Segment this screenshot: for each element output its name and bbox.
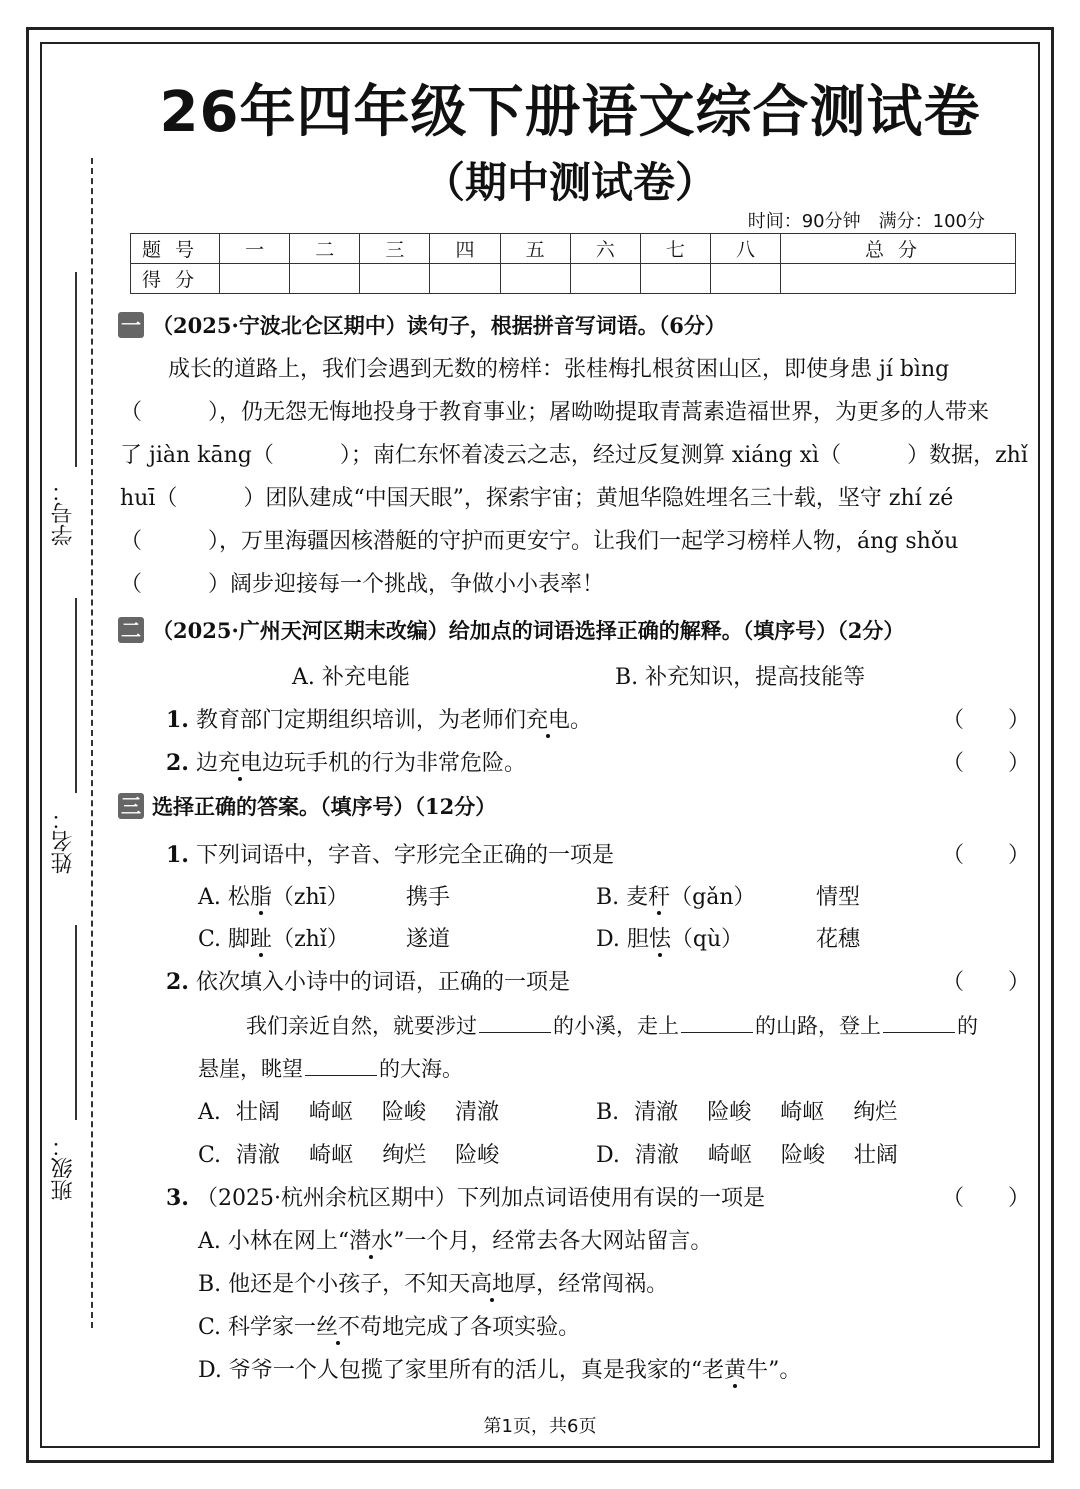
- score-table-row2-label: 得分: [131, 264, 220, 294]
- option-word: 崎岖: [780, 1100, 825, 1125]
- page-footer: 第1页，共6页: [483, 1416, 597, 1437]
- dotted-text: 天高地厚: [448, 1272, 537, 1297]
- section-2-option-a: A. 补充电能: [292, 665, 410, 690]
- dotted-text: 趾: [250, 927, 273, 952]
- question-text: 边玩手机的行为非常危险。: [262, 751, 527, 776]
- score-col-7: 七: [640, 234, 710, 264]
- section-1-line-2: （ ），仍无怨无悔地投身于教育事业；屠呦呦提取青蒿素造福世界，为更多的人带来: [120, 400, 990, 425]
- answer-paren[interactable]: （ ）: [942, 1186, 1031, 1211]
- score-cell[interactable]: [781, 264, 1016, 294]
- answer-paren[interactable]: （ ）: [942, 751, 1031, 776]
- question-number: 3.: [166, 1185, 189, 1211]
- option-word: 险峻: [780, 1143, 825, 1168]
- section-3-badge: 三: [118, 793, 144, 819]
- section-1-line-4: huī（ ）团队建成“中国天眼”，探索宇宙；黄旭华隐姓埋名三十载，坚守 zhí zé: [120, 486, 954, 511]
- option-text: D. 爷爷一个人包揽了家里所有的活儿，真是我家的“: [198, 1358, 703, 1383]
- question-text: 教育部门定期组织培训，为老师们: [195, 708, 526, 733]
- pinyin: （gǎn）: [670, 885, 756, 910]
- question-text: 边: [195, 751, 218, 776]
- score-cell[interactable]: [430, 264, 500, 294]
- name-line: [75, 598, 77, 793]
- q1-option-c-word: 遂道: [406, 927, 451, 952]
- option-label: D.: [596, 1143, 620, 1168]
- dotted-text: 充电: [217, 751, 262, 776]
- dotted-word: [526, 708, 570, 733]
- question-number: 2.: [166, 969, 189, 995]
- q1-option-b-word: 情型: [816, 885, 861, 910]
- section-3-question-3: [166, 1181, 765, 1212]
- dotted-text: 脂: [249, 885, 272, 910]
- option-word: 崎岖: [707, 1143, 752, 1168]
- section-2-question-2: [166, 746, 526, 777]
- option-label: B. 麦: [596, 885, 649, 910]
- section-1-line-5: （ ），万里海疆因核潜艇的守护而更安宁。让我们一起学习榜样人物，áng shǒu: [120, 529, 959, 554]
- q3-option-d: [198, 1353, 801, 1384]
- option-word: 险峻: [455, 1143, 500, 1168]
- score-cell[interactable]: [360, 264, 430, 294]
- section-2-heading: [118, 615, 904, 645]
- q2-option-c: [198, 1138, 499, 1169]
- option-text: ”。: [768, 1358, 802, 1383]
- score-col-total: 总分: [781, 234, 1016, 264]
- poem-line-1: [246, 1010, 978, 1040]
- pinyin: （qù）: [670, 927, 744, 952]
- option-text: B. 他还是个小孩子，不知: [198, 1272, 449, 1297]
- q1-option-c: [198, 922, 349, 953]
- question-number: 1.: [166, 842, 189, 868]
- poem-line-2: [198, 1053, 463, 1083]
- question-text: 下列词语中，字音、字形完全正确的一项是: [195, 843, 614, 868]
- dotted-text: 老黄牛: [702, 1358, 769, 1383]
- section-3-question-1: [166, 838, 614, 869]
- score-cell[interactable]: [570, 264, 640, 294]
- option-label: A.: [198, 1100, 221, 1125]
- question-text: 。: [570, 708, 593, 733]
- option-label: D. 胆: [596, 927, 649, 952]
- score-col-3: 三: [360, 234, 430, 264]
- q1-option-d-word: 花穗: [816, 927, 861, 952]
- q2-option-b: [596, 1095, 897, 1126]
- score-table-row1-label: 题号: [131, 234, 220, 264]
- score-col-8: 八: [710, 234, 780, 264]
- student-id-line: [75, 272, 77, 467]
- pinyin: （zhǐ）: [272, 927, 349, 952]
- option-text: ”一个月，经常去各大网站留言。: [393, 1229, 713, 1254]
- answer-paren[interactable]: （ ）: [942, 843, 1031, 868]
- poem-text: 的山路，登上: [755, 1014, 881, 1038]
- poem-text: 的小溪，走上: [553, 1014, 679, 1038]
- class-line: [75, 925, 77, 1120]
- dotted-text: 潜水: [349, 1229, 394, 1254]
- option-word: 绚烂: [853, 1100, 898, 1125]
- q1-option-a: [198, 880, 349, 911]
- exam-info: [730, 207, 985, 233]
- exam-full-score: 满分：100分: [878, 211, 985, 232]
- answer-paren[interactable]: （ ）: [942, 970, 1031, 995]
- score-cell[interactable]: [710, 264, 780, 294]
- option-label: B.: [596, 1100, 620, 1125]
- section-1-line-1: 成长的道路上，我们会遇到无数的榜样：张桂梅扎根贫困山区，即使身患 jí bìng: [168, 357, 950, 382]
- score-table-score-row: [131, 264, 1016, 294]
- fill-blank[interactable]: [479, 1032, 551, 1033]
- option-word: 壮阔: [853, 1143, 898, 1168]
- option-word: 险峻: [707, 1100, 752, 1125]
- question-number: 1.: [166, 707, 189, 733]
- option-label: A. 松: [198, 885, 250, 910]
- option-word: 清澈: [236, 1143, 281, 1168]
- option-text: C. 科学家: [198, 1315, 295, 1340]
- page-subtitle: （期中测试卷）: [422, 158, 717, 207]
- option-label: C. 脚: [198, 927, 251, 952]
- score-cell[interactable]: [290, 264, 360, 294]
- q1-option-d: [596, 922, 743, 953]
- score-table-header-row: [131, 234, 1016, 264]
- q1-option-a-word: 携手: [406, 885, 451, 910]
- section-2-question-1: [166, 703, 592, 734]
- dotted-text: 充电: [525, 708, 570, 733]
- q2-option-d: [596, 1138, 898, 1169]
- option-label: C.: [198, 1143, 222, 1168]
- dotted-text: 一丝不苟: [294, 1315, 383, 1340]
- section-2-badge: 二: [118, 617, 144, 643]
- q2-option-a: [198, 1095, 499, 1126]
- question-number: 2.: [166, 750, 189, 776]
- option-word: 壮阔: [235, 1100, 280, 1125]
- page-title: 26年四年级下册语文综合测试卷: [159, 80, 981, 145]
- q3-option-a: [198, 1224, 712, 1255]
- poem-text: 悬崖，眺望: [198, 1057, 303, 1081]
- poem-text: 的: [957, 1014, 978, 1038]
- section-1-title: （2025·宁波北仑区期中）读句子，根据拼音写词语。（6分）: [152, 313, 726, 338]
- section-3-title: 选择正确的答案。（填序号）（12分）: [152, 794, 497, 819]
- section-1-line-6: （ ）阔步迎接每一个挑战，争做小小表率！: [120, 572, 605, 597]
- section-3-heading: [118, 791, 496, 821]
- section-2-title: （2025·广州天河区期末改编）给加点的词语选择正确的解释。（填序号）（2分）: [152, 618, 905, 643]
- section-2-option-b: B. 补充知识，提高技能等: [615, 665, 866, 690]
- question-text: （2025·杭州余杭区期中）下列加点词语使用有误的一项是: [195, 1186, 765, 1211]
- score-cell[interactable]: [640, 264, 710, 294]
- option-text: ，经常闯祸。: [536, 1272, 669, 1297]
- poem-text: 的大海。: [379, 1057, 463, 1081]
- score-col-6: 六: [570, 234, 640, 264]
- class-label: 班级：: [51, 1135, 76, 1201]
- answer-paren[interactable]: （ ）: [942, 708, 1031, 733]
- option-word: 清澈: [454, 1100, 499, 1125]
- section-1-heading: [118, 310, 726, 340]
- section-1-badge: 一: [118, 312, 144, 338]
- fill-blank[interactable]: [883, 1032, 955, 1033]
- binding-dashed-line: [91, 158, 93, 1328]
- score-cell[interactable]: [500, 264, 570, 294]
- option-word: 绚烂: [382, 1143, 427, 1168]
- option-word: 崎岖: [309, 1143, 354, 1168]
- section-3-question-2: [166, 965, 570, 996]
- q3-option-b: [198, 1267, 668, 1298]
- fill-blank[interactable]: [681, 1032, 753, 1033]
- pinyin: （zhī）: [271, 885, 349, 910]
- dotted-text: 秆: [648, 885, 671, 910]
- name-label: 姓名：: [51, 808, 76, 874]
- q3-option-c: [198, 1310, 580, 1341]
- exam-time: 时间：90分钟: [747, 211, 861, 232]
- option-text: A. 小林在网上“: [198, 1229, 350, 1254]
- option-word: 清澈: [634, 1100, 679, 1125]
- score-table: [130, 233, 1016, 294]
- score-col-1: 一: [220, 234, 290, 264]
- dotted-text: 怯: [648, 927, 671, 952]
- q1-option-b: [596, 880, 756, 911]
- question-text: 依次填入小诗中的词语，正确的一项是: [195, 970, 570, 995]
- option-text: 地完成了各项实验。: [382, 1315, 581, 1340]
- score-cell[interactable]: [220, 264, 290, 294]
- student-id-label: 学号：: [51, 480, 76, 546]
- option-word: 清澈: [634, 1143, 679, 1168]
- fill-blank[interactable]: [305, 1075, 377, 1076]
- poem-text: 我们亲近自然，就要涉过: [246, 1014, 477, 1038]
- score-col-4: 四: [430, 234, 500, 264]
- option-word: 崎岖: [308, 1100, 353, 1125]
- section-1-line-3: 了 jiàn kāng（ ）；南仁东怀着凌云之志，经过反复测算 xiáng xì（ ）数据，zhǐ: [120, 443, 1028, 468]
- option-word: 险峻: [381, 1100, 426, 1125]
- score-col-5: 五: [500, 234, 570, 264]
- score-col-2: 二: [290, 234, 360, 264]
